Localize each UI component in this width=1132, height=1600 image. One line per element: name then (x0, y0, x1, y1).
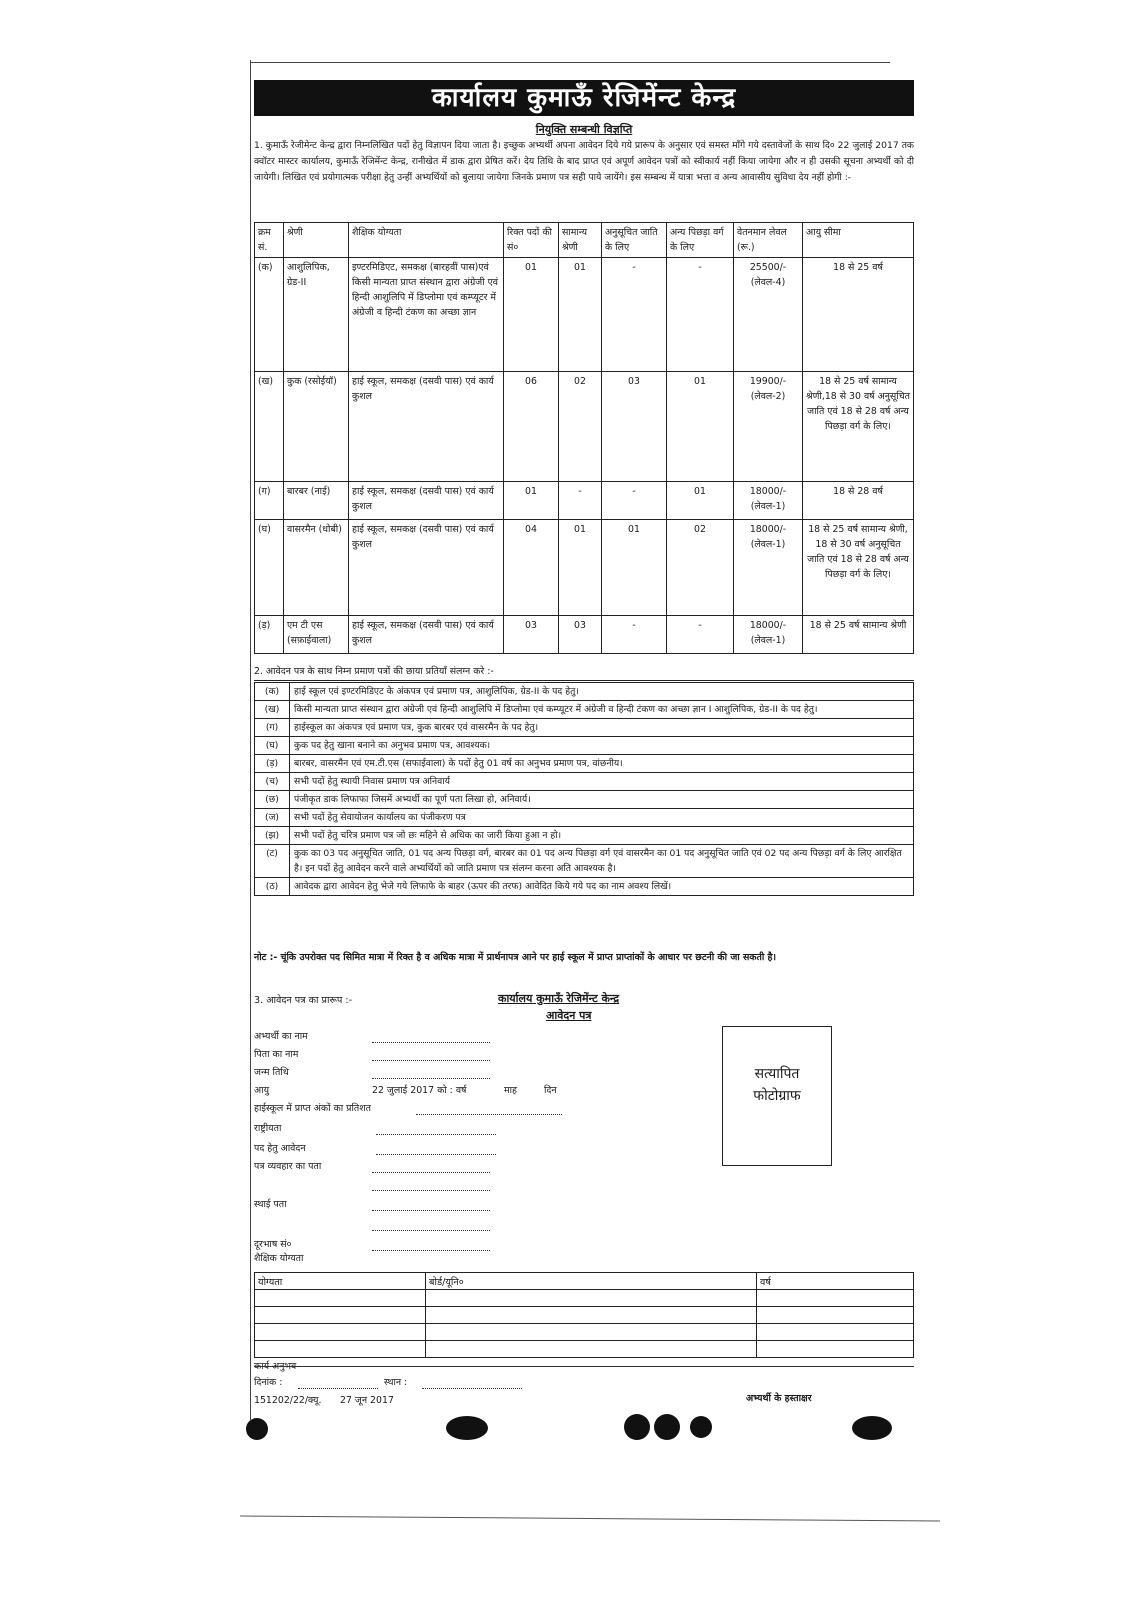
verified-photo-box[interactable] (722, 1026, 832, 1166)
col-sc: अनुसूचित जाति के लिए (602, 223, 667, 258)
cell-category: बारबर (नाई) (284, 482, 349, 520)
doc-label: (झ) (255, 827, 290, 845)
form-section-title: 3. आवेदन पत्र का प्रारूप :- (254, 995, 353, 1006)
cell-gen: 01 (559, 520, 602, 616)
photo-line-1: सत्यापित (754, 1066, 800, 1082)
cell-vac: 03 (504, 616, 559, 654)
list-item (255, 809, 914, 827)
col-pay: वेतनमान लेवल (रू.) (734, 223, 803, 258)
cell-pay: 18000/- (लेवल-1) (734, 616, 803, 654)
cell-category: कुक (रसोईयॉ) (284, 372, 349, 482)
cell-sn: (घ) (255, 520, 284, 616)
col-general: सामान्य श्रेणी (559, 223, 602, 258)
doc-text: हाईस्कूल का अंकपत्र एवं प्रमाण पत्र, कुक बारबर एवं वासरमैन के पद हेतु। (290, 719, 914, 737)
posts-table (254, 222, 914, 654)
field-date-label: दिनांक : (254, 1377, 283, 1388)
cell-qual: इण्टरमिडिएट, समकक्ष (बारहवीं पास)एवं किसी मान्यता प्राप्त संस्थान द्वारा अंग्रेजी एवं हिन्दी आशुलिपि में डिप्लोमा एवं कम्प्यूटर में अंग्रेजी व हिन्दी टंकण का अच्छा ज्ञान (349, 258, 504, 372)
doc-text: कुक का 03 पद अनुसूचित जाति, 01 पद अन्य पिछड़ा वर्ग, बारबर का 01 पद अन्य पिछड़ा वर्ग एवं वासरमैन का 01 पद अनुसूचित जाति एवं 02 पद अन्य पिछड़ा वर्ग के लिए आरक्षित है। इन पदों हेतु आवेदन करने वाले अभ्यर्थियों को जाति प्रमाण पत्र संलग्न करना अति आवश्यक है। (290, 845, 914, 878)
cell-obc: - (667, 616, 734, 654)
cell-vac: 01 (504, 482, 559, 520)
cell-obc: 01 (667, 482, 734, 520)
list-item (255, 755, 914, 773)
field-age-day: दिन (544, 1085, 557, 1096)
candidate-signature-label: अभ्यर्थी के हस्ताक्षर (746, 1393, 812, 1404)
col-category: श्रेणी (284, 223, 349, 258)
cell-category: आशुलिपिक, ग्रेड-II (284, 258, 349, 372)
cell-gen: 01 (559, 258, 602, 372)
scan-line (240, 1516, 940, 1522)
intro-paragraph: 1. कुमाऊँ रेजीमेन्ट केन्द्र द्वारा निम्नलिखित पदों हेतु विज्ञापन दिया जाता है। इच्छुक अभ्यर्थी अपना आवेदन दिये गये प्रारूप के अनुसार एवं समस्त माँगे गये दस्तावेजों के साथ दि० 22 जुलाई 2017 तक क्वॉटर मास्टर कार्यालय, कुमाऊँ रेजिमेंन्ट केन्द्र, रानीखेत में डाक द्वारा प्रेषित करें। देय तिथि के बाद प्राप्त एवं अपूर्ण आवेदन पत्रों को स्वीकार्य नहीं किया जायेगा और न ही उसकी सूचना अभ्यर्थी को दी जायेगी। लिखित एवं प्रयोगात्मक परीक्षा हेतु उन्हीं अभ्यर्थियों को बुलाया जायेगा जिनके प्रमाण पत्र सही पाये जायेंगे। इस सम्बन्ध में यात्रा भत्ता व अन्य आवासीय सुविधा देय नहीं होगी :- (254, 140, 914, 183)
cell-age: 18 से 25 वर्ष सामान्य श्रेणी,18 से 30 वर्ष अनुसूचित जाति एवं 18 से 28 वर्ष अन्य पिछड़ा वर्ग के लिए। (803, 372, 914, 482)
doc-text: कुक पद हेतु खाना बनाने का अनुभव प्रमाण पत्र, आवश्यक। (290, 737, 914, 755)
table-row (255, 520, 914, 616)
office-title: कार्यालय कुमाऊँ रेजिमेंन्ट केन्द्र (254, 80, 914, 116)
cell-sc: 03 (602, 372, 667, 482)
cell-sc: - (602, 616, 667, 654)
cell-category: एम टी एस (सफ़ाईवाला) (284, 616, 349, 654)
list-item (255, 701, 914, 719)
posts-header-row (255, 223, 914, 258)
list-item (255, 845, 914, 878)
doc-label: (ड़) (255, 755, 290, 773)
cell-age: 18 से 28 वर्ष (803, 482, 914, 520)
cell-age: 18 से 25 वर्ष सामान्य श्रेणी, 18 से 30 वर्ष अनुसूचित जाति एवं 18 से 28 वर्ष अन्य पिछड़ा वर्ग के लिए। (803, 520, 914, 616)
cell-gen: 03 (559, 616, 602, 654)
field-perm-line[interactable] (372, 1200, 490, 1211)
list-item (255, 773, 914, 791)
field-place-label: स्थान : (384, 1377, 408, 1388)
cell-obc: 01 (667, 372, 734, 482)
table-row[interactable] (255, 1324, 914, 1341)
cell-category: वासरमैन (धोबी) (284, 520, 349, 616)
field-nationality-line[interactable] (376, 1124, 496, 1135)
doc-text: पंजीकृत डाक लिफाफा जिसमें अभ्यर्थी का पूर्ण पता लिखा हो, अनिवार्य। (290, 791, 914, 809)
field-corr-line[interactable] (372, 1162, 490, 1173)
field-phone-line[interactable] (372, 1240, 490, 1251)
doc-text: आवेदक द्वारा आवेदन हेतु भेजे गये लिफाफे के बाहर (ऊपर की तरफ) आवेदित किये गये पद का नाम अवश्य लिखें। (290, 878, 914, 896)
field-dob-line[interactable] (372, 1068, 490, 1079)
doc-text: हाई स्कूल एवं इण्टरमिडिएट के अंकपत्र एवं प्रमाण पत्र, आशुलिपिक, ग्रेड-II के पद हेतु। (290, 683, 914, 701)
field-corr-line-2[interactable] (372, 1180, 490, 1191)
cell-qual: हाई स्कूल, समकक्ष (दसवी पास) एवं कार्य कुशल (349, 520, 504, 616)
field-hs-label: हाईस्कूल में प्राप्त अंकों का प्रतिशत (254, 1103, 371, 1114)
doc-label: (ज) (255, 809, 290, 827)
cell-sn: (क) (255, 258, 284, 372)
field-place-line[interactable] (422, 1378, 522, 1389)
notice-sheet (254, 70, 914, 1416)
edu-col-year: वर्ष (757, 1273, 914, 1290)
field-age-label: आयु (254, 1085, 270, 1096)
field-corr-label: पत्र व्यवहार का पता (254, 1161, 322, 1172)
field-post-line[interactable] (376, 1144, 496, 1155)
cell-qual: हाई स्कूल, समकक्ष (दसवी पास) एवं कार्य कुशल (349, 616, 504, 654)
doc-text: सभी पदों हेतु स्थायी निवास प्रमाण पत्र अनिवार्य (290, 773, 914, 791)
scan-blot (446, 1416, 488, 1440)
cell-vac: 06 (504, 372, 559, 482)
note-text: नोट :- चूंकि उपरोक्त पद सिमित मात्रा में रिक्त है व अधिक मात्रा में प्रार्थनापत्र आने पर हाई स्कूल में प्राप्त प्राप्तांकों के आधार पर छटनी की जा सकती है। (254, 952, 777, 963)
doc-label: (ख) (255, 701, 290, 719)
cell-pay: 18000/- (लेवल-1) (734, 482, 803, 520)
doc-text: बारबर, वासरमैन एवं एम.टी.एस (सफाईवाला) के पदों हेतु 01 वर्ष का अनुभव प्रमाण पत्र, वांछनीय। (290, 755, 914, 773)
table-row[interactable] (255, 1341, 914, 1358)
cell-sc: 01 (602, 520, 667, 616)
cell-age: 18 से 25 वर्ष सामान्य श्रेणी (803, 616, 914, 654)
docs-table (254, 682, 914, 896)
field-edu-label: शैक्षिक योग्यता (254, 1253, 304, 1264)
list-item (255, 683, 914, 701)
field-perm-label: स्थाई पता (254, 1199, 287, 1210)
field-dob-label: जन्म तिथि (254, 1067, 289, 1078)
cell-gen: 02 (559, 372, 602, 482)
list-item (255, 827, 914, 845)
photo-line-2: फोटोग्राफ (753, 1088, 801, 1104)
scan-blot (246, 1418, 268, 1440)
doc-label: (च) (255, 773, 290, 791)
doc-label: (घ) (255, 737, 290, 755)
field-phone-label: दूरभाष सं० (254, 1239, 292, 1250)
table-row (255, 372, 914, 482)
list-item (255, 719, 914, 737)
cell-pay: 25500/- (लेवल-4) (734, 258, 803, 372)
scan-blot (624, 1414, 650, 1440)
field-perm-line-2[interactable] (372, 1220, 490, 1231)
list-item (255, 737, 914, 755)
table-row (255, 482, 914, 520)
field-name-line[interactable] (372, 1032, 490, 1043)
doc-label: (क) (255, 683, 290, 701)
notice-subtitle: नियुक्ति सम्बन्धी विज्ञप्ति (535, 123, 633, 136)
docs-title: 2. आवेदन पत्र के साथ निम्न प्रमाण पत्रों की छाया प्रतियाँ संलग्न करे :- (254, 664, 914, 681)
form-application-label: आवेदन पत्र (546, 1009, 592, 1022)
doc-text: किसी मान्यता प्राप्त संस्थान द्वारा अंग्रेजी एवं हिन्दी आशुलिपि में डिप्लोमा एवं कम्प्यूटर में अंग्रेजी व हिन्दी टंकण का अच्छा ज्ञान I आशुलिपिक, ग्रेड-II के पद हेतु। (290, 701, 914, 719)
scan-blot (690, 1416, 712, 1438)
table-row[interactable] (255, 1307, 914, 1324)
education-table (254, 1272, 914, 1358)
reference-date: 27 जून 2017 (340, 1395, 394, 1406)
field-age-ref: 22 जुलाई 2017 को : वर्ष (372, 1085, 467, 1096)
cell-obc: 02 (667, 520, 734, 616)
doc-label: (ठ) (255, 878, 290, 896)
table-row[interactable] (255, 1290, 914, 1307)
cell-qual: हाई स्कूल, समकक्ष (दसवी पास) एवं कार्य कुशल (349, 482, 504, 520)
field-experience-label: कार्य अनुभव (254, 1361, 297, 1372)
cell-vac: 04 (504, 520, 559, 616)
table-row (255, 258, 914, 372)
field-hs-line[interactable] (416, 1104, 562, 1115)
doc-text: सभी पदों हेतु चरित्र प्रमाण पत्र जो छः महिने से अधिक का जारी किया हुआ न हो। (290, 827, 914, 845)
field-father-line[interactable] (372, 1050, 490, 1061)
field-date-line[interactable] (298, 1378, 378, 1389)
doc-label: (छ) (255, 791, 290, 809)
field-father-label: पिता का नाम (254, 1049, 299, 1060)
cell-sc: - (602, 258, 667, 372)
cell-vac: 01 (504, 258, 559, 372)
col-obc: अन्य पिछड़ा वर्ग के लिए (667, 223, 734, 258)
cell-age: 18 से 25 वर्ष (803, 258, 914, 372)
doc-text: सभी पदों हेतु सेवायोजन कार्यालय का पंजीकरण पत्र (290, 809, 914, 827)
col-vacancies: रिक्त पदों की सं० (504, 223, 559, 258)
edu-header-row (255, 1273, 914, 1290)
list-item (255, 878, 914, 896)
table-row (255, 616, 914, 654)
scan-blot (852, 1416, 892, 1440)
field-nationality-label: राष्ट्रीयता (254, 1123, 282, 1134)
form-office-title: कार्यालय कुमाऊँ रेजिमेंन्ट केन्द्र (498, 992, 620, 1005)
scan-blot (654, 1414, 680, 1440)
field-post-label: पद हेतु आवेदन (254, 1143, 306, 1154)
col-sn: क्रम सं. (255, 223, 284, 258)
cell-sc: - (602, 482, 667, 520)
cell-pay: 19900/- (लेवल-2) (734, 372, 803, 482)
edu-col-qualification: योग्यता (255, 1273, 426, 1290)
field-age-month: माह (504, 1085, 518, 1096)
cell-sn: (ग) (255, 482, 284, 520)
list-item (255, 791, 914, 809)
col-age: आयु सीमा (803, 223, 914, 258)
reference-number: 151202/22/क्यू. (254, 1395, 322, 1406)
cell-sn: (ड़) (255, 616, 284, 654)
edu-col-board: बोर्ड/यूनि० (426, 1273, 757, 1290)
col-qualification: शैक्षिक योग्यता (349, 223, 504, 258)
cell-sn: (ख) (255, 372, 284, 482)
doc-label: (ट) (255, 845, 290, 878)
cell-qual: हाई स्कूल, समकक्ष (दसवी पास) एवं कार्य कुशल (349, 372, 504, 482)
experience-rule (254, 1366, 914, 1367)
cell-pay: 18000/- (लेवल-1) (734, 520, 803, 616)
field-name-label: अभ्यर्थी का नाम (254, 1031, 308, 1042)
doc-label: (ग) (255, 719, 290, 737)
cell-gen: - (559, 482, 602, 520)
cell-obc: - (667, 258, 734, 372)
